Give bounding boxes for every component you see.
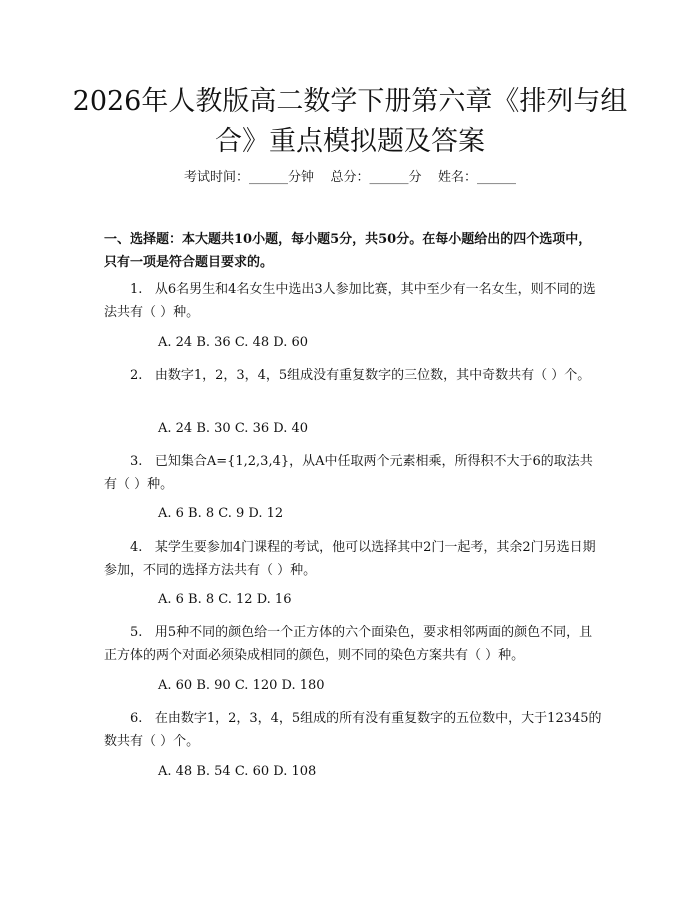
question-number: 2.	[130, 368, 143, 383]
question-5	[104, 621, 604, 667]
question-text: 由数字1，2，3，4，5组成没有重复数字的三位数，其中奇数共有（ ）个。	[154, 368, 591, 383]
section-heading: 一、选择题：本大题共10小题，每小题5分，共50分。在每小题给出的四个选项中，只有一项是符合题目要求的。	[104, 232, 592, 270]
question-4	[104, 536, 604, 582]
question-6	[104, 707, 604, 753]
question-2	[104, 364, 604, 387]
question-text: 已知集合A={1,2,3,4}，从A中任取两个元素相乘，所得积不大于6的取法共有（ ）种。	[104, 454, 593, 492]
question-text: 从6名男生和4名女生中选出3人参加比赛，其中至少有一名女生，则不同的选法共有（ ）种。	[104, 282, 596, 320]
question-text: 某学生要参加4门课程的考试，他可以选择其中2门一起考，其余2门另选日期参加，不同的选择方法共有（ ）种。	[104, 540, 596, 578]
question-number: 1.	[130, 282, 143, 297]
question-3	[104, 450, 604, 496]
question-number: 4.	[130, 540, 143, 555]
question-number: 3.	[130, 454, 143, 469]
exam-meta-line: 考试时间：______分钟 总分：______分 姓名：______	[183, 170, 517, 185]
question-number: 6.	[130, 711, 143, 726]
question-1	[104, 278, 604, 324]
question-5-options: A. 60 B. 90 C. 120 D. 180	[158, 678, 325, 693]
document-title: 2026年人教版高二数学下册第六章《排列与组合》重点模拟题及答案	[72, 86, 628, 157]
question-6-options: A. 48 B. 54 C. 60 D. 108	[158, 764, 317, 779]
question-text: 在由数字1，2，3，4，5组成的所有没有重复数字的五位数中，大于12345的数共有（ ）个。	[104, 711, 602, 749]
question-3-options: A. 6 B. 8 C. 9 D. 12	[158, 506, 284, 521]
question-number: 5.	[130, 625, 143, 640]
question-4-options: A. 6 B. 8 C. 12 D. 16	[158, 592, 292, 607]
question-2-options: A. 24 B. 30 C. 36 D. 40	[158, 421, 309, 436]
question-text: 用5种不同的颜色给一个正方体的六个面染色，要求相邻两面的颜色不同，且正方体的两个对面必须染成相同的颜色，则不同的染色方案共有（ ）种。	[104, 625, 593, 663]
question-1-options: A. 24 B. 36 C. 48 D. 60	[158, 335, 309, 350]
